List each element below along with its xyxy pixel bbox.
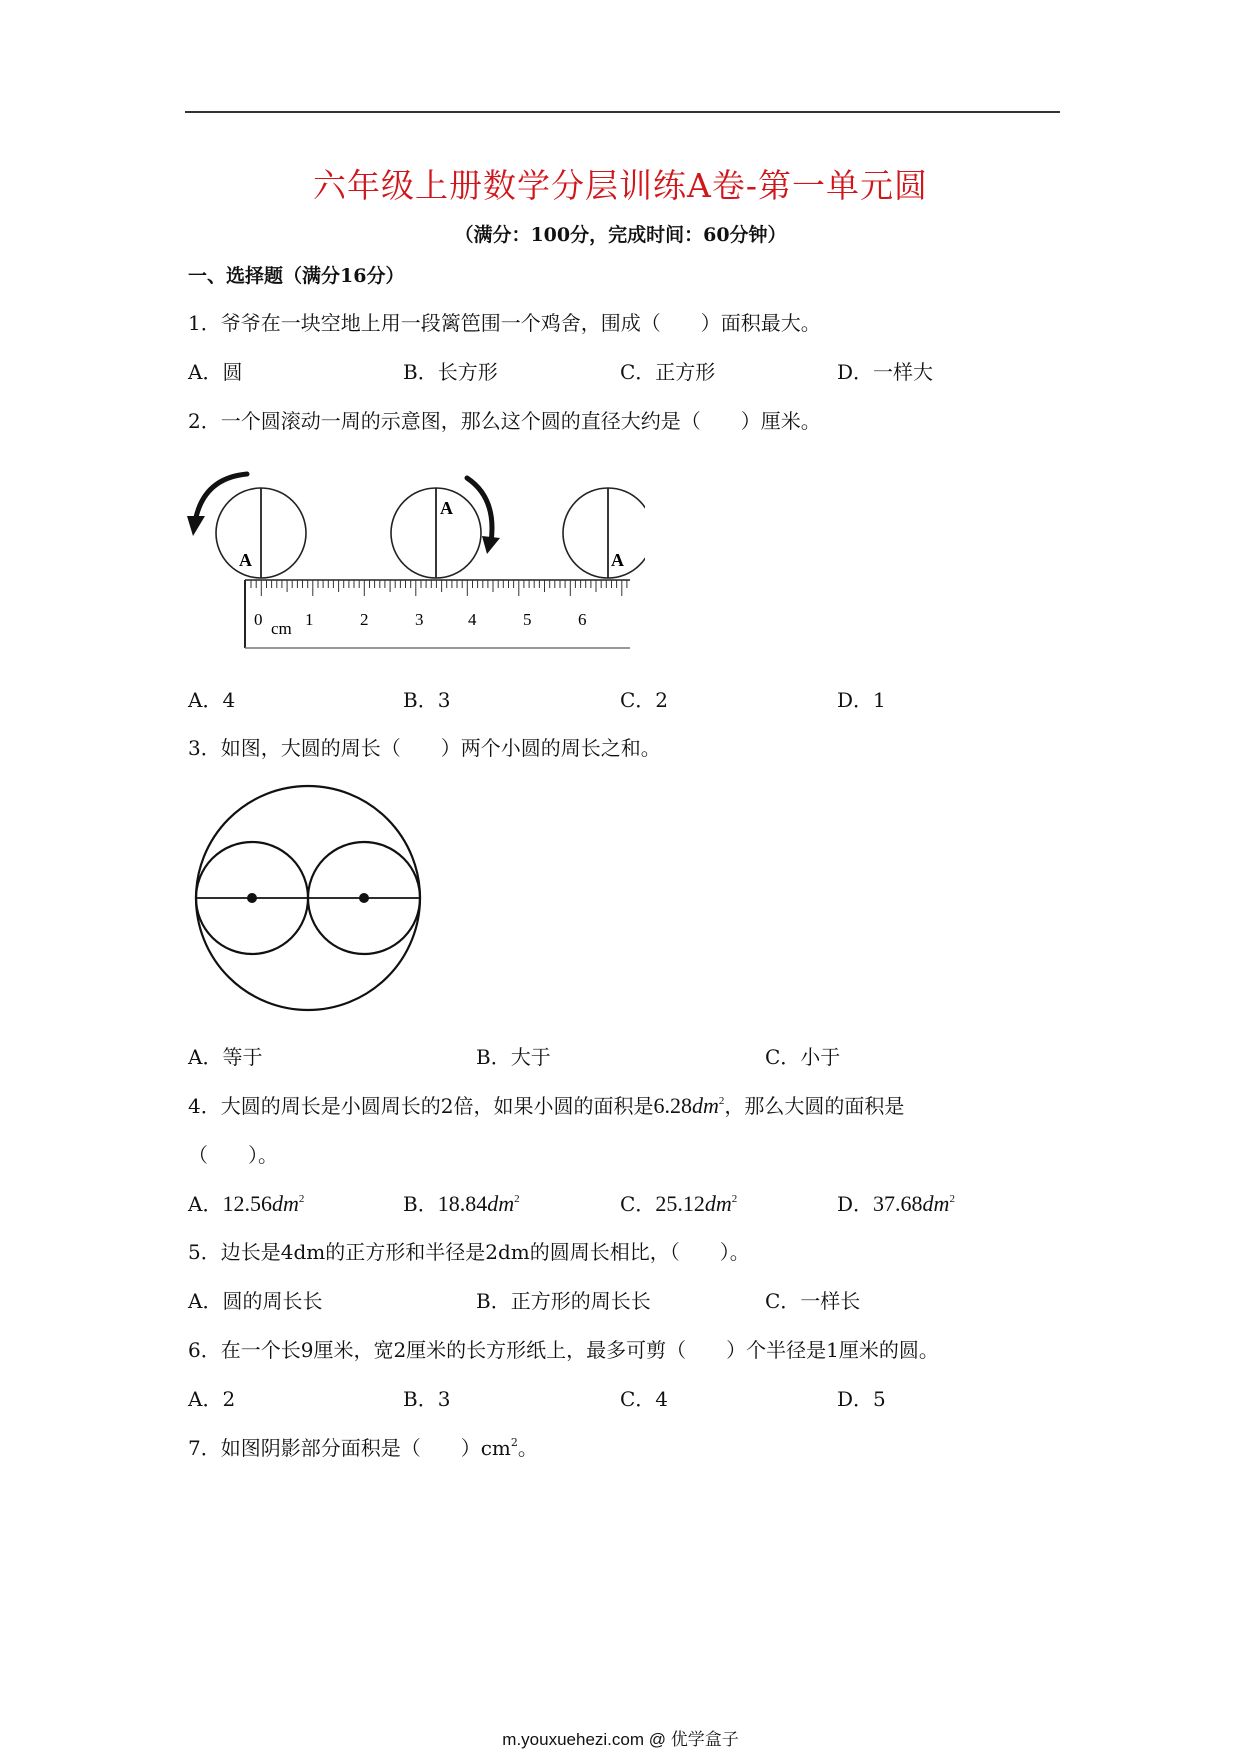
q1-option-a: A．圆 <box>188 360 243 384</box>
question-1: 1．爷爷在一块空地上用一段篱笆围一个鸡舍，围成（ ）面积最大。 <box>188 311 821 335</box>
point-a-label-3: A <box>611 550 624 570</box>
question-5: 5．边长是4dm的正方形和半径是2dm的圆周长相比，（ ）。 <box>188 1240 750 1264</box>
ruler-tick-label-4: 4 <box>468 610 477 629</box>
q1-option-b: B．长方形 <box>403 360 498 384</box>
q7-text: 7．如图阴影部分面积是（ ）cm <box>188 1436 511 1460</box>
footer-credit: m.youxuehezi.com @ 优学盒子 <box>502 1730 739 1749</box>
q4-option-a <box>188 1188 304 1217</box>
ruler <box>245 580 630 648</box>
question-4-line2: （ ）。 <box>188 1143 278 1167</box>
header-rule <box>185 111 1060 113</box>
q6-option-c: C．4 <box>620 1387 669 1411</box>
q4-area-value: 6.28 <box>653 1093 692 1118</box>
q4-option-b-exp: 2 <box>514 1193 520 1205</box>
question-3: 3．如图，大圆的周长（ ）两个小圆的周长之和。 <box>188 736 661 760</box>
q4-area-exp: 2 <box>718 1095 725 1107</box>
page-subtitle: （满分：100分，完成时间：60分钟） <box>454 224 787 246</box>
q2-option-d: D．1 <box>837 688 886 712</box>
q3-option-b: B．大于 <box>476 1045 551 1069</box>
q3-option-c: C．小于 <box>765 1045 841 1069</box>
q5-option-b: B．正方形的周长长 <box>476 1289 651 1313</box>
q4-text-prefix: 4．大圆的周长是小圆周长的2倍，如果小圆的面积是 <box>188 1094 654 1118</box>
q2-option-c: C．2 <box>620 688 669 712</box>
q4-option-d-unit: dm <box>922 1191 950 1216</box>
q4-option-a-exp: 2 <box>298 1193 305 1205</box>
q6-option-a: A．2 <box>188 1387 236 1411</box>
q4-option-d-letter: D． <box>837 1192 874 1216</box>
q3-option-a: A．等于 <box>188 1045 263 1069</box>
point-a-label-2: A <box>440 498 453 518</box>
q1-option-c: C．正方形 <box>620 360 716 384</box>
circle-middle <box>391 488 481 578</box>
ruler-unit-label: cm <box>271 619 292 638</box>
section-heading: 一、选择题（满分16分） <box>188 265 405 287</box>
q5-option-a: A．圆的周长长 <box>188 1289 323 1313</box>
question-4 <box>188 1090 904 1119</box>
q4-option-a-letter: A． <box>188 1192 223 1216</box>
question-6: 6．在一个长9厘米，宽2厘米的长方形纸上，最多可剪（ ）个半径是1厘米的圆。 <box>188 1338 939 1362</box>
q2-option-a: A．4 <box>188 688 236 712</box>
ruler-tick-label-1: 1 <box>305 610 314 629</box>
q4-area-expression <box>653 1093 724 1118</box>
circle-end <box>563 488 645 578</box>
rolling-circle-figure <box>185 450 645 660</box>
q4-option-d <box>837 1188 955 1217</box>
question-2: 2．一个圆滚动一周的示意图，那么这个圆的直径大约是（ ）厘米。 <box>188 409 821 433</box>
center-dot-left <box>247 893 257 903</box>
ruler-tick-label-3: 3 <box>415 610 424 629</box>
q4-option-c-value: 25.12 <box>655 1191 705 1216</box>
q4-option-b-value: 18.84 <box>437 1191 488 1216</box>
q4-option-b <box>403 1188 520 1217</box>
ruler-tick-label-2: 2 <box>360 610 369 629</box>
q4-option-c-letter: C． <box>620 1192 656 1216</box>
q4-option-d-exp: 2 <box>949 1193 955 1205</box>
question-7 <box>188 1432 538 1461</box>
rotation-arrow-right <box>467 478 500 554</box>
q4-option-b-letter: B． <box>403 1192 438 1216</box>
q7-exp: 2 <box>510 1436 518 1449</box>
q4-option-a-value: 12.56 <box>222 1191 272 1216</box>
circle-start <box>216 488 306 578</box>
q4-option-c-exp: 2 <box>731 1193 738 1205</box>
q4-option-d-value: 37.68 <box>873 1191 923 1216</box>
q4-text-suffix: ，那么大圆的面积是 <box>724 1094 905 1118</box>
q2-option-b: B．3 <box>403 688 451 712</box>
q5-option-c: C．一样长 <box>765 1289 861 1313</box>
q7-end: 。 <box>517 1436 538 1460</box>
ruler-tick-label-5: 5 <box>523 610 532 629</box>
q4-area-unit: dm <box>691 1093 719 1118</box>
q4-option-c-unit: dm <box>704 1191 732 1216</box>
ruler-tick-label-0: 0 <box>254 610 263 629</box>
circles-figure <box>190 782 430 1018</box>
page-title: 六年级上册数学分层训练A卷-第一单元圆 <box>313 166 928 205</box>
q1-option-d: D．一样大 <box>837 360 934 384</box>
q4-option-c <box>620 1188 737 1217</box>
point-a-label-1: A <box>239 550 252 570</box>
q4-option-a-unit: dm <box>271 1191 299 1216</box>
center-dot-right <box>359 893 369 903</box>
q4-option-b-unit: dm <box>487 1191 515 1216</box>
q6-option-d: D．5 <box>837 1387 886 1411</box>
q6-option-b: B．3 <box>403 1387 451 1411</box>
ruler-tick-label-6: 6 <box>578 610 587 629</box>
